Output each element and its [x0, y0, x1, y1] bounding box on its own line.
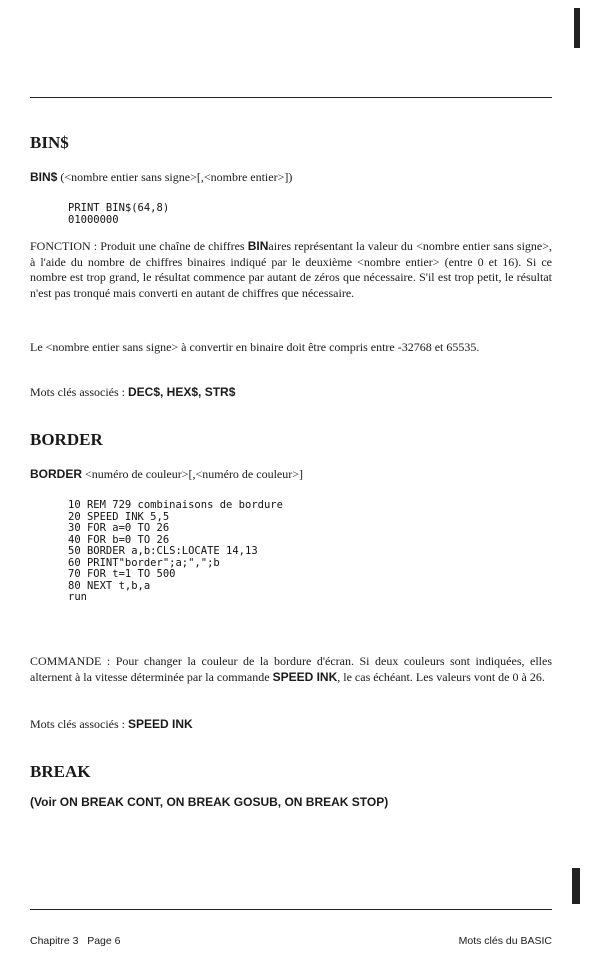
border-syntax-keyword: BORDER [30, 467, 83, 481]
bins-related-label: Mots clés associés : [30, 385, 128, 399]
border-related-keywords: SPEED INK [128, 717, 193, 731]
footer-page-number: Chapitre 3 Page 6 [30, 935, 121, 947]
bins-fonction-rest: aires représentant la valeur du <nombre entier sans signe>, à l'aide du nombre de chiffres binaires indiqué par le deuxième <nombre entier> (entre 0 et 16). Si ce nombre est trop grand, le résultat commence par autant de zéros que nécessaire. S'il est trop petit, le résultat n'est pas tronqué mais converti en autant de chiffres que nécessaire. [30, 239, 553, 300]
section-title-border: BORDER [30, 430, 103, 449]
break-see-also [30, 795, 388, 810]
bins-range-paragraph: Le <nombre entier sans signe> à convertir en binaire doit être compris entre -32768 et 65535. [30, 340, 480, 354]
break-see-suffix: ) [384, 795, 389, 809]
break-see-prefix: (Voir [30, 795, 60, 809]
border-code-listing: 10 REM 729 combinaisons de bordure 20 SPEED INK 5,5 30 FOR a=0 TO 26 40 FOR b=0 TO 26 50 BORDER a,b:CLS:LOCATE 14,13 60 PRINT"border";a;",";b 70 FOR t=1 TO 500 80 NEXT t,b,a run [68, 499, 283, 603]
border-syntax [30, 467, 303, 482]
break-see-keywords: ON BREAK CONT, ON BREAK GOSUB, ON BREAK STOP [59, 795, 385, 809]
bins-fonction-bin: BIN [247, 239, 269, 253]
top-rule [30, 97, 552, 98]
bins-syntax-args: (<nombre entier sans signe>[,<nombre entier>]) [57, 170, 293, 184]
border-commande-keyword: SPEED INK [272, 669, 338, 684]
footer-chapter-title: Mots clés du BASIC [458, 935, 552, 947]
border-commande-paragraph [30, 654, 552, 685]
bins-syntax [30, 170, 292, 185]
bins-related [30, 385, 235, 400]
section-title-break: BREAK [30, 762, 91, 781]
border-commande-rest: , le cas échéant. Les valeurs vont de 0 à 26. [337, 669, 545, 684]
scan-edge-mark-top [574, 8, 580, 48]
bins-related-keywords: DEC$, HEX$, STR$ [128, 385, 236, 399]
bottom-rule [30, 909, 552, 910]
scan-edge-mark-bottom [572, 868, 580, 904]
bins-syntax-keyword: BIN$ [30, 170, 58, 184]
border-syntax-args: <numéro de couleur>[,<numéro de couleur>] [82, 467, 304, 481]
border-commande-prefix: COMMANDE : Pour changer la couleur de la bordure d'écran. Si deux couleurs sont indiquées, elles alternent à la vitesse déterminée par la commande [30, 654, 552, 684]
border-related-label: Mots clés associés : [30, 717, 128, 731]
section-title-bins: BIN$ [30, 133, 69, 152]
bins-code-example: PRINT BIN$(64,8) 01000000 [68, 202, 170, 226]
border-related [30, 717, 193, 732]
bins-fonction-paragraph [30, 239, 552, 301]
bins-fonction-prefix: FONCTION : Produit une chaîne de chiffres [30, 239, 248, 253]
